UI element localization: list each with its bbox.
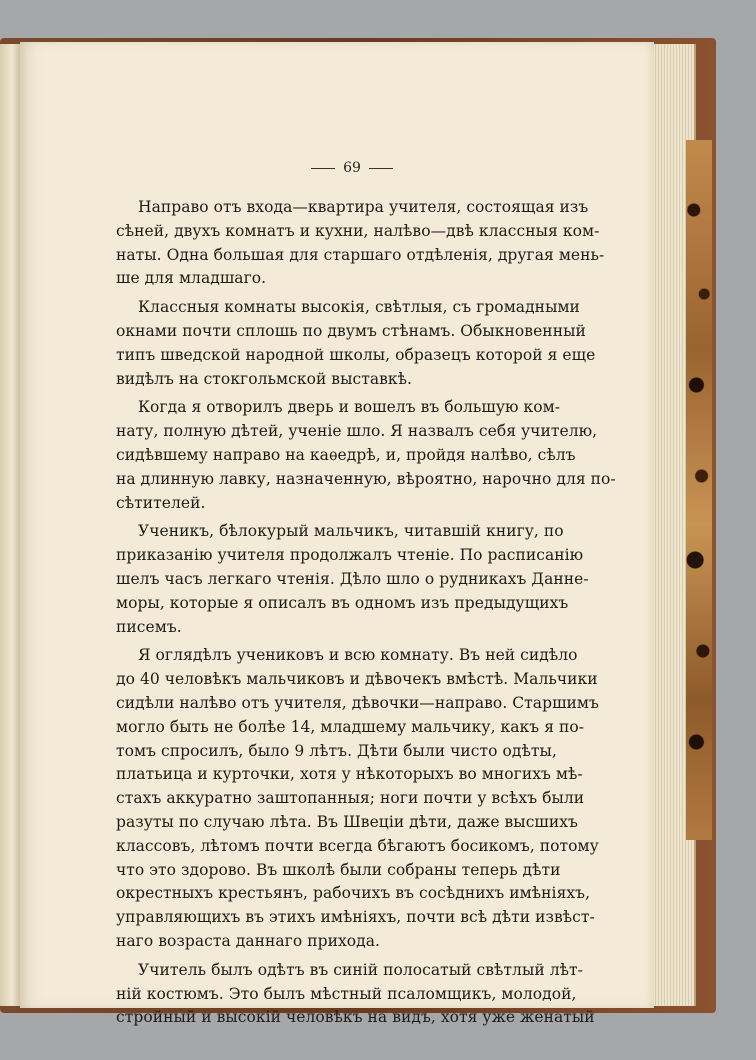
paragraph	[116, 520, 589, 639]
text-line: Ученикъ, бѣлокурый мальчикъ, читавшій книгу, по	[138, 522, 564, 541]
text-line: сидѣли налѣво отъ учителя, дѣвочки—направо. Старшимъ	[116, 693, 599, 712]
body-text	[116, 196, 616, 1035]
book-page	[20, 42, 654, 1027]
text-line: стахъ аккуратно заштопанныя; ноги почти у всѣхъ были	[116, 789, 585, 808]
paragraph	[116, 959, 595, 1030]
text-line: наты. Одна большая для старшаго отдѣленія, другая мень-	[116, 245, 605, 264]
text-line: шелъ часъ легкаго чтенія. Дѣло шло о рудникахъ Даннe-	[116, 569, 589, 588]
page-number-rule-left	[311, 168, 335, 169]
text-line: на длинную лавку, назначенную, вѣроятно, нарочно для по-	[116, 469, 616, 488]
paragraph	[116, 296, 596, 391]
text-line: платьица и курточки, хотя у нѣкоторыхъ во многихъ мѣ-	[116, 765, 583, 784]
page-number-text: 69	[343, 160, 361, 176]
marbled-edge	[686, 140, 712, 840]
text-line: приказанію учителя продолжалъ чтеніе. По расписанію	[116, 546, 584, 565]
text-line: окрестныхъ крестьянъ, рабочихъ въ сосѣднихъ имѣніяхъ,	[116, 884, 591, 903]
text-line: писемъ.	[116, 617, 182, 636]
text-line: видѣлъ на стокгольмской выставкѣ.	[116, 369, 413, 388]
text-line: ній костюмъ. Это былъ мѣстный псаломщикъ, молодой,	[116, 984, 577, 1003]
paragraph	[116, 196, 605, 291]
left-page-edge	[0, 44, 21, 1006]
text-line: Когда я отворилъ дверь и вошелъ въ большую ком-	[138, 398, 561, 417]
text-line: Направо отъ входа—квартира учителя, состоящая изъ	[138, 198, 589, 216]
text-line: Учитель былъ одѣтъ въ синій полосатый свѣтлый лѣт-	[138, 960, 583, 979]
paragraph	[116, 644, 599, 953]
text-line: моры, которые я описалъ въ одномъ изъ предыдущихъ	[116, 593, 569, 612]
text-line: стройный и высокій человѣкъ на видъ, хотя уже женатый	[116, 1008, 595, 1027]
text-line: нату, полную дѣтей, ученіе шло. Я назвалъ себя учителю,	[116, 422, 598, 441]
text-line: томъ спросилъ, было 9 лѣтъ. Дѣти были чисто одѣты,	[116, 741, 557, 760]
text-line: сѣней, двухъ комнатъ и кухни, налѣво—двѣ классныя ком-	[116, 221, 600, 240]
text-line: наго возраста даннаго прихода.	[116, 931, 380, 950]
text-line: Я оглядѣлъ учениковъ и всю комнату. Въ ней сидѣло	[138, 646, 578, 665]
text-line: сидѣвшему направо на каѳедрѣ, и, пройдя налѣво, сѣлъ	[116, 445, 576, 464]
text-line: классовъ, лѣтомъ почти всегда бѣгаютъ босикомъ, потому	[116, 836, 599, 855]
text-line: Классныя комнаты высокія, свѣтлыя, съ громадными	[138, 298, 580, 317]
text-line: могло быть не болѣе 14, младшему мальчику, какъ я по-	[116, 717, 585, 736]
text-line: управляющихъ въ этихъ имѣніяхъ, почти всѣ дѣти извѣст-	[116, 908, 595, 927]
text-line: разуты по случаю лѣта. Въ Швеціи дѣти, даже высшихъ	[116, 812, 578, 831]
text-line: типъ шведской народной школы, образецъ которой я еще	[116, 345, 596, 364]
text-line: ше для младшаго.	[116, 269, 267, 288]
text-line: окнами почти сплошь по двумъ стѣнамъ. Обыкновенный	[116, 321, 586, 340]
page-number-rule-right	[369, 168, 393, 169]
page-number	[20, 160, 654, 176]
text-line: что это здорово. Въ школѣ были собраны теперь дѣти	[116, 860, 561, 879]
paragraph	[116, 396, 616, 515]
text-line: до 40 человѣкъ мальчиковъ и дѣвочекъ вмѣстѣ. Мальчики	[116, 670, 598, 689]
text-line: сѣтителей.	[116, 493, 206, 512]
